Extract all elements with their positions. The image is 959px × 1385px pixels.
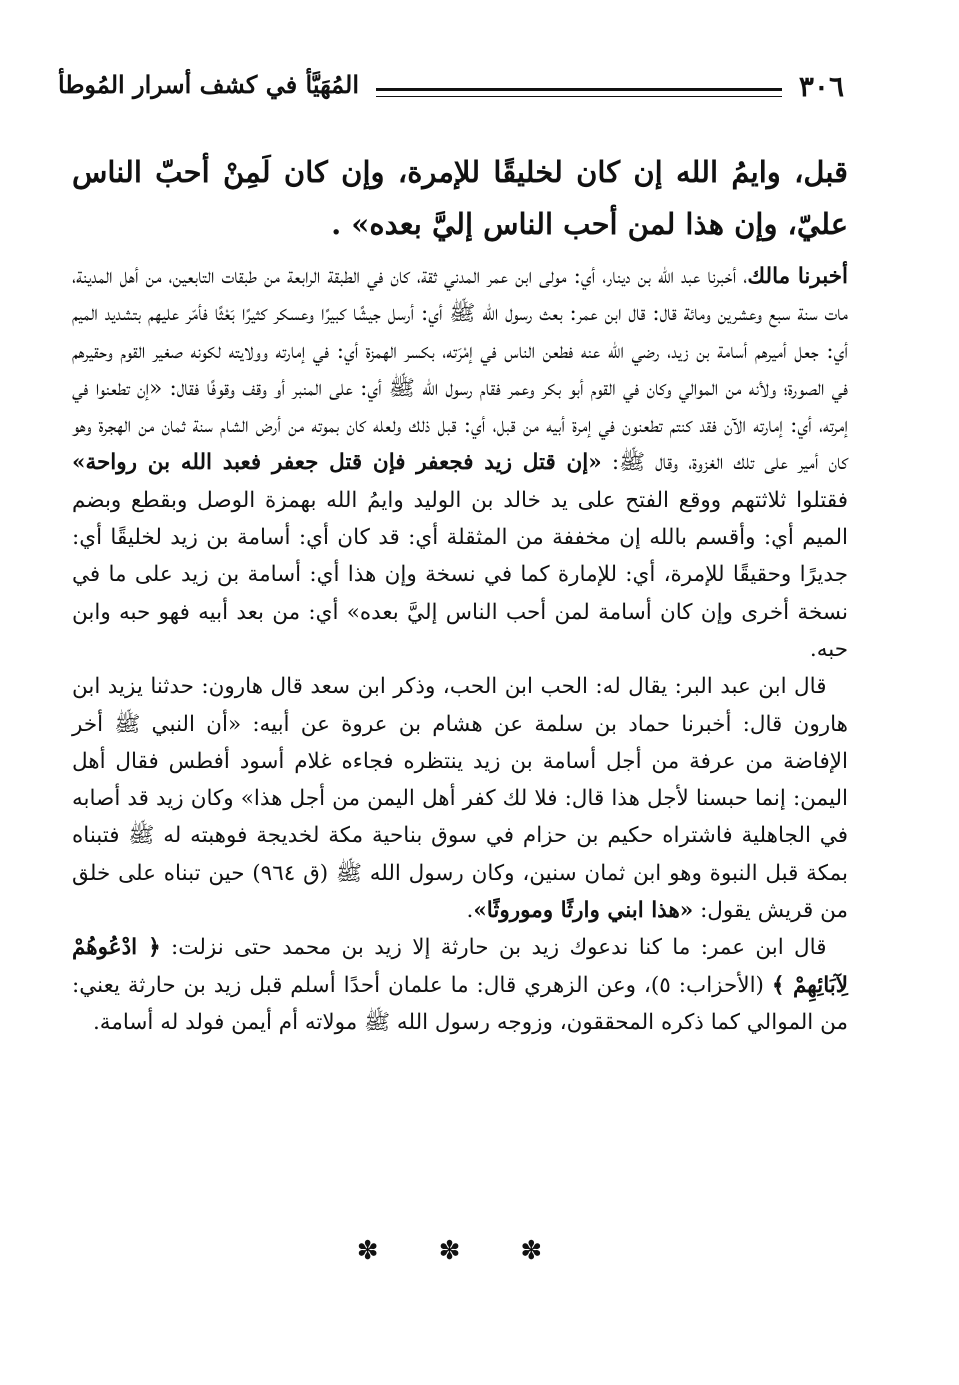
commentary-paragraph-2 [72, 668, 848, 929]
narrator-lead: أخبرنا مالك [747, 264, 848, 289]
commentary-paragraph-3 [72, 929, 848, 1041]
page-body [72, 146, 848, 1041]
hadith-text: قبل، وايمُ الله إن كان لخليقًا للإمرة، وإن كان لَمِنْ أحبّ الناس عليّ، وإن هذا لمن أحب الناس إليَّ بعده» . [72, 155, 848, 241]
asterism-icon: ✽ [356, 1236, 439, 1266]
commentary-text: (الأحزاب: ٥)، وعن الزهري قال: ما علمان أحدًا أسلم قبل زيد بن حارثة يعني: من الموالي كما ذكره المحققون، وزوجه رسول الله ﷺ مولاته أم أيمن فولد له أسامة. [72, 972, 848, 1035]
commentary-text: قال ابن عبد البر: يقال له: الحب ابن الحب، وذكر ابن سعد قال هارون: حدثنا يزيد ابن هارون قال: أخبرنا حماد بن سلمة عن هشام بن عروة عن أبيه: «أن النبي ﷺ أخر الإفاضة من عرفة من أجل أسامة بن زيد ينتظره فجاءه غلام أسود أفطس فقال أهل اليمن: إنما حبسنا لأجل هذا قال: فلا لك كفر أهل اليمن من أجل هذا» وكان زيد قد أصابه في الجاهلية فاشتراه حكيم بن حزام في سوق بناحية مكة لخديجة فوهبته له ﷺ فتبناه بمكة قبل النبوة وهو ابن ثمان سنين، وكان رسول الله ﷺ (ق ٩٦٤) حين تبناه على خلق من قريش يقول: [72, 674, 848, 924]
asterism-icon: ✽ [438, 1236, 521, 1266]
commentary-text: فقتلوا ثلاثتهم ووقع الفتح على يد خالد بن الوليد وايمُ الله بهمزة الوصل وبقطع وبضم الميم أي: وأقسم بالله إن مخففة من المثقلة أي: قد كان أي: أسامة بن زيد لخليقًا أي: جديرًا وحقيقًا للإمرة، أي: للإمارة كما في نسخة وإن هذا أي: أسامة بن زيد على ما في نسخة أخرى وإن كان أسامة لمن أحب الناس إليَّ بعده» أي: من بعد أبيه فهو حبه وابن حبه. [72, 487, 848, 662]
header-rule [376, 88, 782, 97]
asterism-icon: ✽ [520, 1236, 603, 1266]
section-divider [0, 1236, 959, 1266]
commentary-text: ، أخبرنا عبد الله بن دينار، أي: مولى ابن عمر المدني ثقة، كان في الطبقة الرابعة من طبقات التابعين، من أهل المدينة، مات سنة سبع وعشرين ومائة قال: قال ابن عمر: بعث رسول الله ﷺ أي: أرسل جيشًا كبيرًا وعسكر كثيرًا بَعْثًا فأمّر عليهم بتشديد الميم أي: جعل أميرهم أسامة بن زيد، رضي الله عنه فطعن الناس في إمْرَته، بكسر الهمزة أي: في إمارته وولايته لكونه صغير القوم وحقيرهم في الصورة؛ ولأنه من الموالي وكان في القوم أبو بكر وعمر فقام رسول الله ﷺ أي: على المنبر أو وقف وقوفًا فقال: «إن تطعنوا في إمرته، أي: إمارته الآن فقد كنتم تطعنون في إمرة أبيه من قبل، أي: قبل ذلك ولعله كان بموته من أرض الشام سنة ثمان من الهجرة وهو كان أمير على تلك الغزوة، وقال ﷺ: [72, 264, 848, 476]
page-header [58, 66, 844, 116]
hadith-quote: «هذا ابني وارثًا وموروثًا» [473, 898, 694, 924]
quran-verse: ﴿ ادْعُوهُمْ لِآبَائِهِمْ ﴾ [72, 935, 848, 998]
page-number: ٣٠٦ [798, 70, 844, 103]
commentary-text: قال ابن عمر: ما كنا ندعوك زيد بن حارثة إلا زيد بن محمد حتى نزلت: [160, 935, 827, 961]
commentary-paragraph-1 [72, 258, 848, 668]
hadith-quote: «إن قتل زيد فجعفر فإن قتل جعفر فعبد الله بن رواحة» [72, 450, 602, 476]
book-title: المُهَيَّأ في كشف أسرار المُوطأ [58, 70, 359, 99]
commentary-text: . [466, 898, 474, 924]
